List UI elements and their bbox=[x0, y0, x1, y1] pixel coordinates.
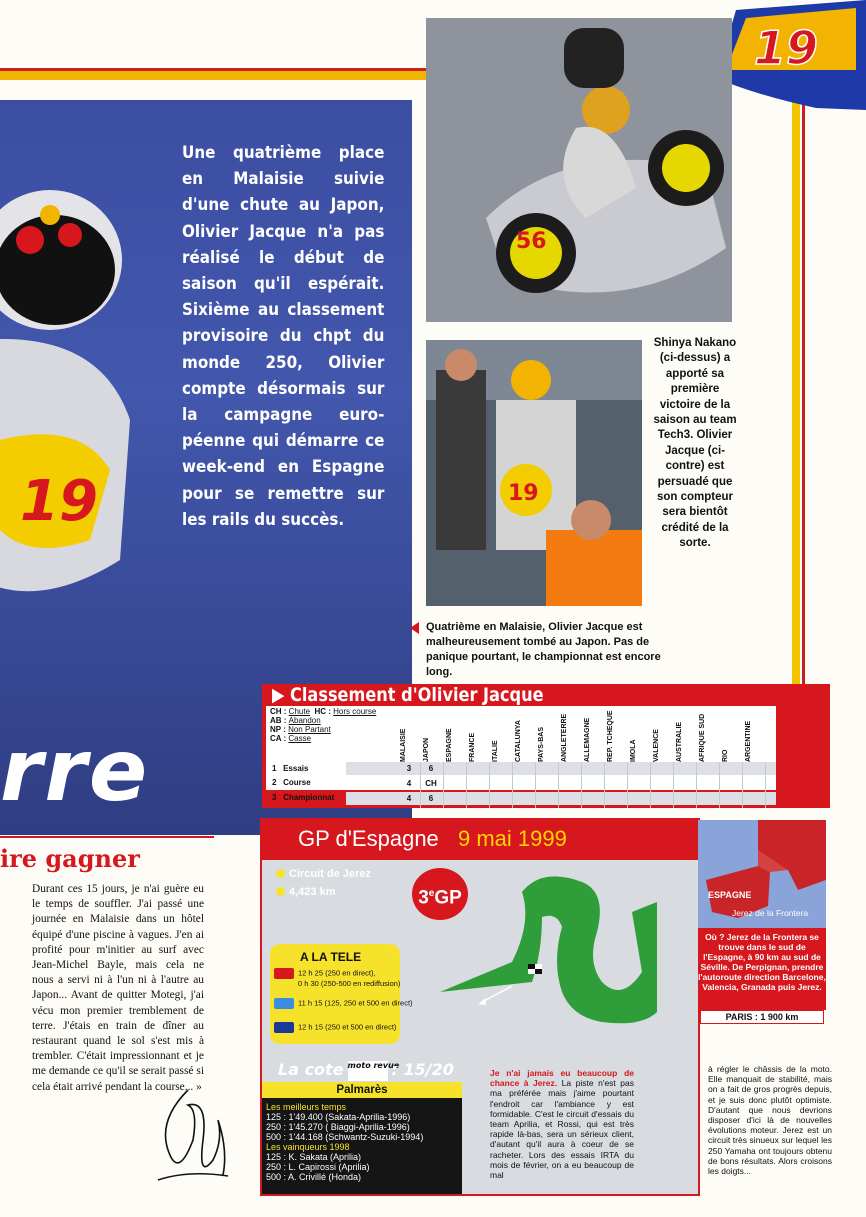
tv-channel-logo-icon bbox=[274, 968, 294, 979]
tv-channel-logo-icon bbox=[274, 1022, 294, 1033]
classement-panel bbox=[262, 684, 830, 808]
intro-text: Une quatrième place en Malaisie suivie d'une chute au Japon, Olivier Jacque n'a pas réalisé le début de saison qu'il espérait. Sixième au classement provisoire du chpt du monde 250, Olivier compte désormais sur la campagne euro-péenne qui démarre ce week-end en Espagne pour se remettre sur les rails du succès. bbox=[182, 143, 385, 529]
palmares-line: 250 : L. Capirossi (Aprilia) bbox=[266, 1162, 370, 1172]
quote-text-continued: à régler le châssis de la moto. Elle manquait de stabilité, mais on a fait de gros progrès depuis, et je suis donc plutôt optimiste. D'autant que nous devrions disposer d'ici là de nouvelles évolutions moteur. Jerez est un circuit très sinueux sur lequel les 250 Yamaha ont toujours obtenu de bons résultats. Alors croisons les doigts... bbox=[708, 1064, 832, 1177]
legend-label: Abandon bbox=[288, 716, 321, 725]
rating-label: La cote bbox=[278, 1060, 344, 1079]
page-number: 19 bbox=[754, 21, 819, 75]
legend-code: HC bbox=[314, 707, 327, 716]
table-cell: 6 bbox=[428, 764, 434, 773]
circuit-name bbox=[276, 868, 371, 880]
circuit-length-text: 4,423 km bbox=[289, 886, 336, 898]
grid-line bbox=[627, 762, 628, 808]
legend-code: AB bbox=[270, 716, 282, 725]
column-header: ITALIE bbox=[492, 740, 499, 762]
gp-panel bbox=[260, 818, 700, 1196]
column-header: ARGENTINE bbox=[745, 720, 752, 762]
legend-label: Non Partant bbox=[288, 725, 331, 734]
column-header: FRANCE bbox=[469, 732, 476, 762]
caption-arrow-icon bbox=[410, 622, 419, 634]
palmares-line: 125 : 1'49.400 (Sakata-Aprilia-1996) bbox=[266, 1112, 411, 1122]
map-city-label: Jerez de la Frontera bbox=[732, 908, 809, 918]
legend-code: NP bbox=[270, 725, 281, 734]
europe-map bbox=[698, 820, 826, 928]
grid-line bbox=[696, 762, 697, 808]
grid-line bbox=[512, 762, 513, 808]
legend-label: Hors course bbox=[333, 707, 377, 716]
grid-line bbox=[719, 762, 720, 808]
photo-jacque bbox=[426, 340, 642, 606]
photo-nakano bbox=[426, 18, 732, 322]
top-stripe bbox=[0, 68, 430, 80]
row-label bbox=[272, 793, 334, 802]
paris-distance: PARIS : 1 900 km bbox=[700, 1010, 824, 1024]
round-label: GP bbox=[434, 887, 462, 909]
tv-schedule bbox=[270, 944, 413, 1044]
column-header: CATALUNYA bbox=[515, 720, 522, 762]
palmares-line: 125 : K. Sakata (Aprilia) bbox=[266, 1152, 362, 1162]
column-header: REP. TCHEQUE bbox=[607, 710, 614, 762]
body-text: Durant ces 15 jours, je n'ai guère eu le temps de souffler. J'ai passé une journée en Malaisie dans un hôtel équipé d'une piscine à vagues. J'en ai profité pour m'initier au surf avec Jean-Michel Bayle, mais cela ne nous a servi ni à l'un ni à l'autre au Japon... Avant de quitter Motegi, j'ai vécu mon premier tremblement de terre. J'étais en train de dîner au restaurant quand le sol s'est mis à trembler. C'était impressionnant et je me demande ce qu'il se serait passé si cela était arrivé pendant la course... » bbox=[32, 883, 204, 1093]
moto-revue-logo: moto revue bbox=[348, 1061, 388, 1081]
row-number: 2 bbox=[272, 778, 277, 787]
row-number: 1 bbox=[272, 764, 277, 773]
circuit-name-text: Circuit de Jerez bbox=[289, 868, 371, 880]
map-country-label: ESPAGNE bbox=[708, 890, 752, 900]
svg-text:19: 19 bbox=[508, 481, 539, 506]
quote-highlight: Je n'ai jamais eu beaucoup de chance à Jerez. bbox=[490, 1068, 634, 1089]
column-header: AFRIQUE SUD bbox=[699, 713, 706, 762]
rating-value: : 15/20 bbox=[391, 1060, 454, 1079]
column-header: AUSTRALIE bbox=[676, 721, 683, 762]
row-name: Course bbox=[283, 778, 311, 787]
table-cell: 4 bbox=[406, 794, 412, 803]
page-number-badge bbox=[716, 0, 866, 110]
gp-round-badge bbox=[412, 868, 468, 920]
legend-line: CH : Chute HC : Hors course bbox=[270, 707, 377, 716]
table-cell: 4 bbox=[406, 779, 412, 788]
hero-word: rre bbox=[0, 721, 150, 821]
svg-text:19: 19 bbox=[20, 469, 98, 534]
row-label bbox=[272, 778, 311, 787]
tv-channel-logo-icon bbox=[274, 998, 294, 1009]
row-name: Essais bbox=[283, 764, 309, 773]
grid-line bbox=[604, 762, 605, 808]
legend-line: NP : Non Partant bbox=[270, 725, 331, 734]
legend-label: Casse bbox=[288, 734, 312, 743]
location-box bbox=[698, 820, 826, 1028]
tv-time: 0 h 30 (250-500 en rediffusion) bbox=[298, 979, 401, 988]
circuit-length bbox=[276, 886, 335, 898]
classement-title-text: Classement d'Olivier Jacque bbox=[290, 684, 544, 706]
gp-date: 9 mai 1999 bbox=[458, 826, 567, 851]
bullet-icon bbox=[276, 887, 285, 896]
rider-helmet-image bbox=[0, 140, 160, 620]
palmares-heading: Les vainqueurs 1998 bbox=[266, 1142, 350, 1152]
gp-header bbox=[262, 820, 698, 860]
right-stripe-red bbox=[802, 80, 805, 700]
quote-body: La piste n'est pas ma préférée mais j'aime pourtant l'endroit car l'ambiance y est formidable. C'est le circuit d'essais du team Aprilia, et Rossi, qui est très rapide là-bas, sera un sérieux client, d'autant qu'il aura à coeur de se racheter. Lors des essais IRTA du mois de février, on a eu beaucoup de mal bbox=[490, 1078, 634, 1181]
column-header: JAPON bbox=[423, 737, 430, 762]
palmares-box bbox=[262, 1082, 462, 1194]
round-suffix: e bbox=[428, 888, 435, 899]
legend-line: AB : Abandon bbox=[270, 716, 321, 725]
grid-line bbox=[420, 762, 421, 808]
row-label bbox=[272, 764, 308, 773]
tv-time: 12 h 25 (250 en direct), bbox=[298, 968, 376, 978]
bullet-icon bbox=[276, 869, 285, 878]
grid-line bbox=[742, 762, 743, 808]
row-name: Championnat bbox=[283, 793, 335, 802]
svg-text:56: 56 bbox=[516, 229, 547, 254]
column-header: VALENCE bbox=[653, 729, 660, 762]
round-number: 3 bbox=[418, 887, 429, 909]
column-header: MALAISIE bbox=[400, 728, 407, 762]
palmares-line: 250 : 1'45.270 ( Biaggi-Aprilia-1996) bbox=[266, 1122, 410, 1132]
palmares-line: 500 : 1'44.168 (Schwantz-Suzuki-1994) bbox=[266, 1132, 424, 1142]
tv-row bbox=[274, 1022, 396, 1033]
legend-code: CH bbox=[270, 707, 282, 716]
column-header: ALLEMAGNE bbox=[584, 717, 591, 762]
classement-title: ▶ Classement d'Olivier Jacque bbox=[272, 684, 544, 706]
grid-line bbox=[489, 762, 490, 808]
column-header: ESPAGNE bbox=[446, 728, 453, 762]
table-cell: 3 bbox=[406, 764, 412, 773]
palmares-title: Palmarès bbox=[262, 1082, 462, 1098]
tv-title: A LA TELE bbox=[300, 950, 362, 964]
tv-row bbox=[274, 968, 400, 988]
classement-table bbox=[266, 706, 776, 803]
legend-code: CA bbox=[270, 734, 282, 743]
column-header: ANGLETERRE bbox=[561, 713, 568, 762]
column-header: IMOLA bbox=[630, 739, 637, 762]
heading-rule bbox=[0, 836, 214, 838]
grid-line bbox=[765, 762, 766, 808]
gp-title: GP d'Espagne bbox=[298, 826, 439, 851]
table-cell: CH bbox=[425, 779, 437, 788]
photo-caption bbox=[410, 620, 690, 680]
grid-line bbox=[673, 762, 674, 808]
row-number: 3 bbox=[272, 793, 277, 802]
column-header: RIO bbox=[722, 749, 729, 762]
signature-image bbox=[148, 1080, 234, 1190]
legend-label: Chute bbox=[288, 707, 311, 716]
table-cell: 6 bbox=[428, 794, 434, 803]
column-header: PAYS-BAS bbox=[538, 726, 545, 762]
right-stripe bbox=[792, 80, 800, 700]
grid-line bbox=[535, 762, 536, 808]
rating bbox=[278, 1060, 454, 1081]
grid-line bbox=[443, 762, 444, 808]
tv-row bbox=[274, 998, 413, 1009]
side-photo-caption: Shinya Nakano (ci-dessus) a apporté sa première victoire de la saison au team Tech3. Olivier Jacque (ci-contre) est persuadé que son compteur sera bientôt crédité de la sorte. bbox=[653, 337, 737, 550]
grid-line bbox=[650, 762, 651, 808]
grid-line bbox=[466, 762, 467, 808]
palmares-line: 500 : A. Crivillé (Honda) bbox=[266, 1172, 362, 1182]
photo-caption-text: Quatrième en Malaisie, Olivier Jacque est malheureusement tombé au Japon. Pas de panique pourtant, le championnat est encore long. bbox=[426, 621, 661, 678]
quote-text bbox=[490, 1068, 634, 1180]
palmares-heading: Les meilleurs temps bbox=[266, 1102, 347, 1112]
tv-time: 12 h 15 (250 et 500 en direct) bbox=[298, 1022, 397, 1032]
section-heading: ire gagner bbox=[0, 844, 140, 873]
grid-line bbox=[558, 762, 559, 808]
location-info: Où ? Jerez de la Frontera se trouve dans le sud de l'Espagne, à 90 km au sud de Séville. De Perpignan, prendre l'autoroute direction Barcelone, Valencia, Granada puis Jerez. bbox=[698, 928, 826, 1010]
grid-line bbox=[581, 762, 582, 808]
legend-line: CA : Casse bbox=[270, 734, 312, 743]
tv-time: 11 h 15 (125, 250 et 500 en direct) bbox=[298, 998, 413, 1008]
